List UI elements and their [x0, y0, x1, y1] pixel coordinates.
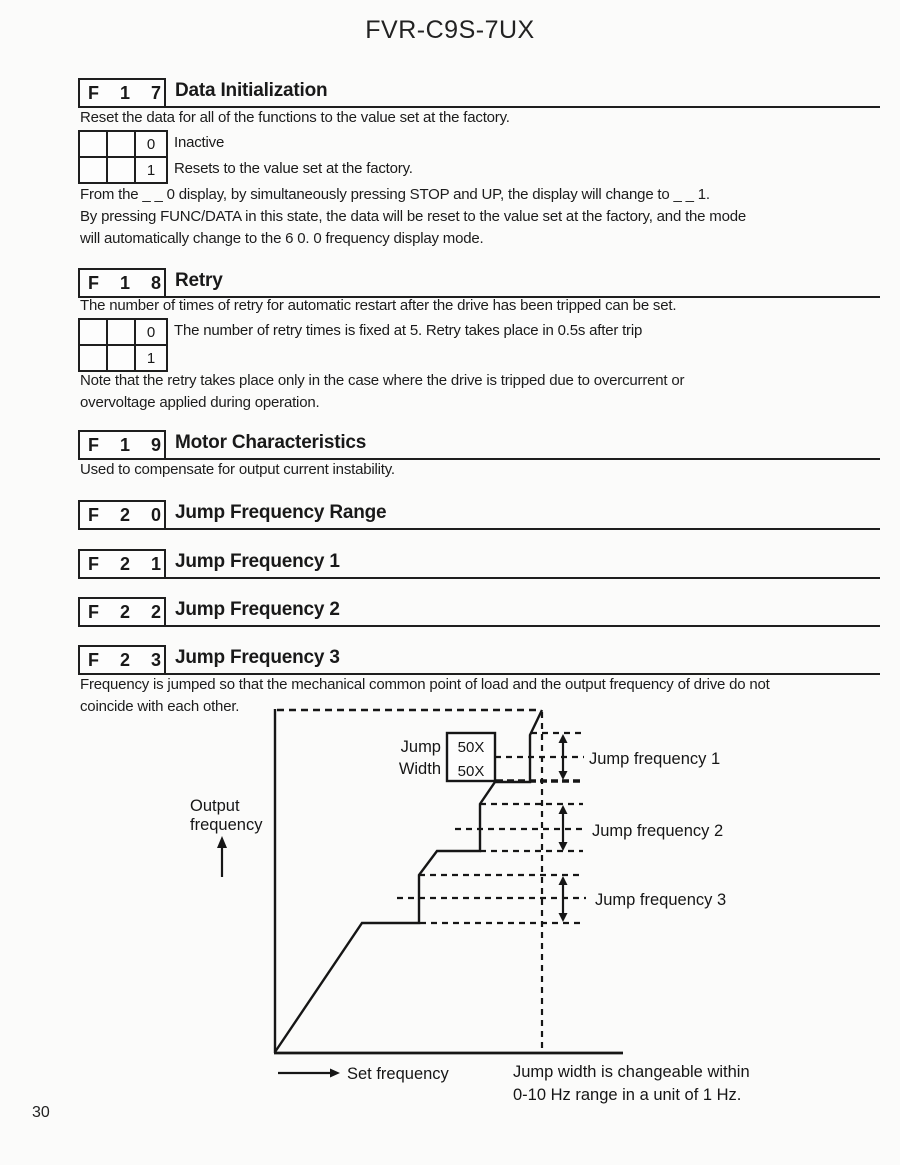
function-code-box: F 2 1 [78, 549, 166, 579]
section-title: Retry [175, 270, 223, 291]
table-row [80, 320, 166, 344]
function-code-box: F 1 9 [78, 430, 166, 460]
jump-width-value-top: 50X [457, 739, 485, 756]
body-line: Note that the retry takes place only in the case where the drive is tripped due to overcurrent or [80, 372, 685, 389]
table-row [80, 132, 166, 156]
body-line: By pressing FUNC/DATA in this state, the data will be reset to the value set at the factory, and the mode [80, 208, 747, 225]
table-cell-value: 1 [146, 161, 156, 179]
value-row-label: Inactive [174, 134, 225, 151]
y-axis-label-line2: frequency [190, 816, 263, 834]
value-table-grid [78, 318, 168, 372]
table-cell-value: 0 [146, 323, 156, 341]
band3-label: Jump frequency 3 [595, 891, 727, 909]
value-row-label [174, 344, 642, 368]
value-row-label: The number of retry times is fixed at 5. Retry takes place in 0.5s after trip [174, 322, 643, 339]
table-cell-empty [108, 158, 136, 182]
value-table-f17 [78, 130, 413, 184]
body-line: coincide with each other. [80, 698, 240, 715]
value-table-f18 [78, 318, 642, 372]
body-line: Frequency is jumped so that the mechanical common point of load and the output frequency of drive do not [80, 676, 770, 693]
section-description: The number of times of retry for automatic restart after the drive has been tripped can be set. [80, 297, 677, 314]
table-cell-empty [108, 320, 136, 344]
section-header-f23 [78, 645, 880, 675]
section-title: Data Initialization [175, 80, 328, 101]
table-cell-empty [108, 132, 136, 156]
value-row-label: Resets to the value set at the factory. [174, 160, 413, 177]
jump-width-label-line1: Jump [400, 738, 441, 756]
section-header-f21 [78, 549, 880, 579]
function-code-box: F 1 8 [78, 268, 166, 298]
section-title: Jump Frequency 2 [175, 599, 340, 620]
table-cell-empty [80, 132, 108, 156]
body-line: will automatically change to the 6 0. 0 frequency display mode. [80, 230, 484, 247]
function-code-box: F 2 3 [78, 645, 166, 675]
section-description: Used to compensate for output current instability. [80, 461, 395, 478]
y-label-arrow-head [217, 836, 227, 848]
table-cell-value: 0 [146, 135, 156, 153]
function-code-box: F 2 0 [78, 500, 166, 530]
section-header-f20 [78, 500, 880, 530]
diagram-caption-line2: 0-10 Hz range in a unit of 1 Hz. [513, 1086, 742, 1104]
section-title: Jump Frequency Range [175, 502, 387, 523]
section-title: Motor Characteristics [175, 432, 367, 453]
function-code-box: F 1 7 [78, 78, 166, 108]
value-table-grid [78, 130, 168, 184]
page-number: 30 [32, 1104, 50, 1121]
diagram-caption-line1: Jump width is changeable within [513, 1063, 750, 1081]
x-label-arrow-head [330, 1069, 340, 1078]
jump-width-value-bottom: 50X [457, 763, 485, 780]
table-cell-empty [108, 346, 136, 370]
section-title: Jump Frequency 3 [175, 647, 340, 668]
y-axis-label-line1: Output [190, 797, 240, 815]
table-cell-empty [80, 320, 108, 344]
section-header-f22 [78, 597, 880, 627]
table-row [80, 156, 166, 182]
table-cell-value: 1 [146, 349, 156, 367]
value-labels [174, 130, 413, 180]
table-cell-empty [80, 346, 108, 370]
body-line: From the _ _ 0 display, by simultaneously pressing STOP and UP, the display will change to _ _ 1. [80, 186, 710, 203]
body-line: overvoltage applied during operation. [80, 394, 320, 411]
table-cell-empty [80, 158, 108, 182]
table-row [80, 344, 166, 370]
section-header-f18 [78, 268, 880, 298]
function-code-box: F 2 2 [78, 597, 166, 627]
jump-width-label-line2: Width [398, 760, 441, 778]
band1-label: Jump frequency 1 [589, 750, 721, 768]
section-title: Jump Frequency 1 [175, 551, 340, 572]
jump-frequency-diagram [170, 700, 900, 1115]
section-header-f19 [78, 430, 880, 460]
section-header-f17 [78, 78, 880, 108]
section-description: Reset the data for all of the functions to the value set at the factory. [80, 109, 510, 126]
x-axis-label: Set frequency [347, 1065, 449, 1083]
page-title: FVR-C9S-7UX [365, 16, 535, 44]
value-labels [174, 318, 642, 368]
band2-label: Jump frequency 2 [592, 822, 724, 840]
